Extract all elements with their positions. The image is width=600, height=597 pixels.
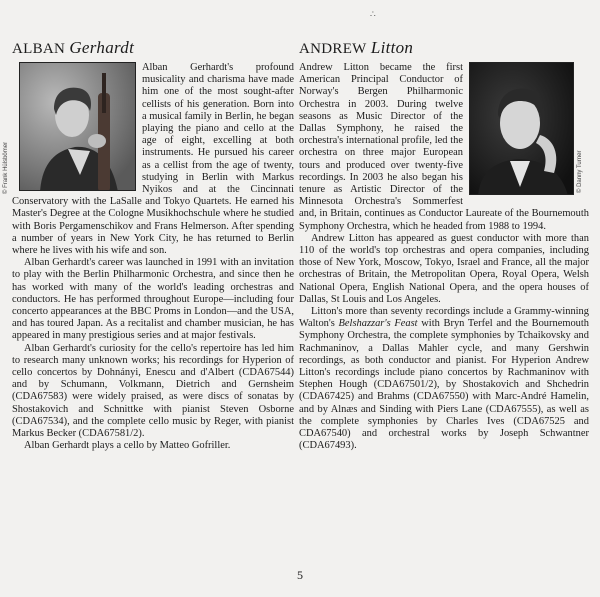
litton-heading [299, 38, 589, 58]
right-photo-credit: © Danny Turner [577, 150, 583, 193]
litton-paragraph-3-start: Litton's more than seventy recordings include a Grammy-winning Walton's [299, 306, 589, 330]
gerhardt-portrait-photo [19, 62, 136, 191]
gerhardt-paragraph-4: Alban Gerhardt plays a cello by Matteo Gofriller. [24, 440, 231, 452]
gerhardt-paragraph-1: Alban Gerhardt's profound musicality and charisma have made him one of the most sought-after cellists of his generation. Born into a musical family in Berlin, he began playing the piano and cello at the age of eight, excelling at both instruments. He pursued his career as a cellist from the age of twenty, studying in Berlin with Markus Nyikos and at the Cincinnati Conservatory with the LaSalle and Tokyo Quartets. He earned his Master's Degree at the Cologne Musikhochschule where he studied with Boris Pergamenschikov and Frans Helmerson. After spending a number of years in New York City, he has returned to Berlin where he lives with his wife and son. [12, 62, 294, 257]
litton-first-name: ANDREW [299, 41, 367, 57]
litton-portrait-photo [469, 62, 574, 195]
litton-paragraph-2: Andrew Litton has appeared as guest conductor with more than 110 of the world's top orchestras and opera companies, including those of New York, Moscow, Tokyo, Israel and France, all the major orchestras of Britain, the Metropolitan Opera, Royal Opera, Welsh National Opera, English National Opera, and the opera houses of Dallas, St Louis and Los Angeles. [299, 232, 589, 305]
litton-biography [299, 38, 589, 453]
gerhardt-biography [12, 38, 294, 453]
litton-paragraph-3 [299, 306, 589, 452]
left-photo-credit: © Frank Hülsbömer [3, 141, 9, 194]
litton-last-name: Litton [370, 38, 414, 57]
gerhardt-paragraph-3: Alban Gerhardt's curiosity for the cello's repertoire has led him to research many unknown works; his recordings for Hyperion of cello concertos by Dohnányi, Enescu and d'Albert (CDA67544) and by Schumann, Volkmann, Dietrich and Gernsheim (CDA67583) were widely praised, as were discs of sonatas by Shostakovich and Schnittke with pianist Steven Osborne (CDA67534), and the complete cello music by Reger, with pianist Markus Becker (CDA67581/2). [12, 342, 294, 440]
print-speck: ∴ [370, 9, 376, 19]
litton-text [299, 62, 589, 453]
gerhardt-first-name: ALBAN [12, 41, 66, 57]
litton-paragraph-3-end: with Bryn Terfel and the Bournemouth Symphony Orchestra, the complete symphonies by Tchaikovsky and Rachmaninov, a Dallas Mahler cycle, and many Gershwin recordings, as both conductor and pianist. For Hyperion Andrew Litton's recordings include piano concertos by Rachmaninov with Stephen Hough (CDA67501/2), by Shostakovich and Shchedrin (CDA67425) and Brahms (CDA67550) with Marc-André Hamelin, and by Alnæs and Sinding with Piers Lane (CDA67555), as well as the complete symphonies by Charles Ives (CDA67525 and CDA67540) and orchestral works by Joseph Schwantner (CDA67493). [299, 318, 590, 452]
litton-paragraph-1: Andrew Litton became the first American Principal Conductor of Norway's Bergen Philharmonic Orchestra in 2003. During twelve seasons as Music Director of the Dallas Symphony, he raised the orchestra's international profile, led the orchestra on three major European tours and produced over twenty-five recordings. In 2003 he also began his tenure as Artistic Director of the Minnesota Orchestra's Sommerfest and, in Britain, continues as Conductor Laureate of the Bournemouth Symphony Orchestra, which he headed from 1988 to 1994. [299, 62, 589, 232]
belshazzars-feast-title: Belshazzar's Feast [338, 318, 418, 330]
gerhardt-last-name: Gerhardt [69, 38, 135, 57]
gerhardt-paragraph-2: Alban Gerhardt's career was launched in 1991 with an invitation to play with the Berlin Philharmonic Orchestra, and since then he has worked with many of the world's leading orchestras and conductors. He has performed throughout Europe—including four concerto appearances at the BBC Proms in London—and the USA, and has toured Japan. As a recitalist and chamber musician, he has appeared in many prestigious series and at major festivals. [12, 257, 294, 342]
gerhardt-text [12, 62, 294, 453]
page-number: 5 [297, 568, 303, 582]
gerhardt-heading [12, 38, 294, 58]
